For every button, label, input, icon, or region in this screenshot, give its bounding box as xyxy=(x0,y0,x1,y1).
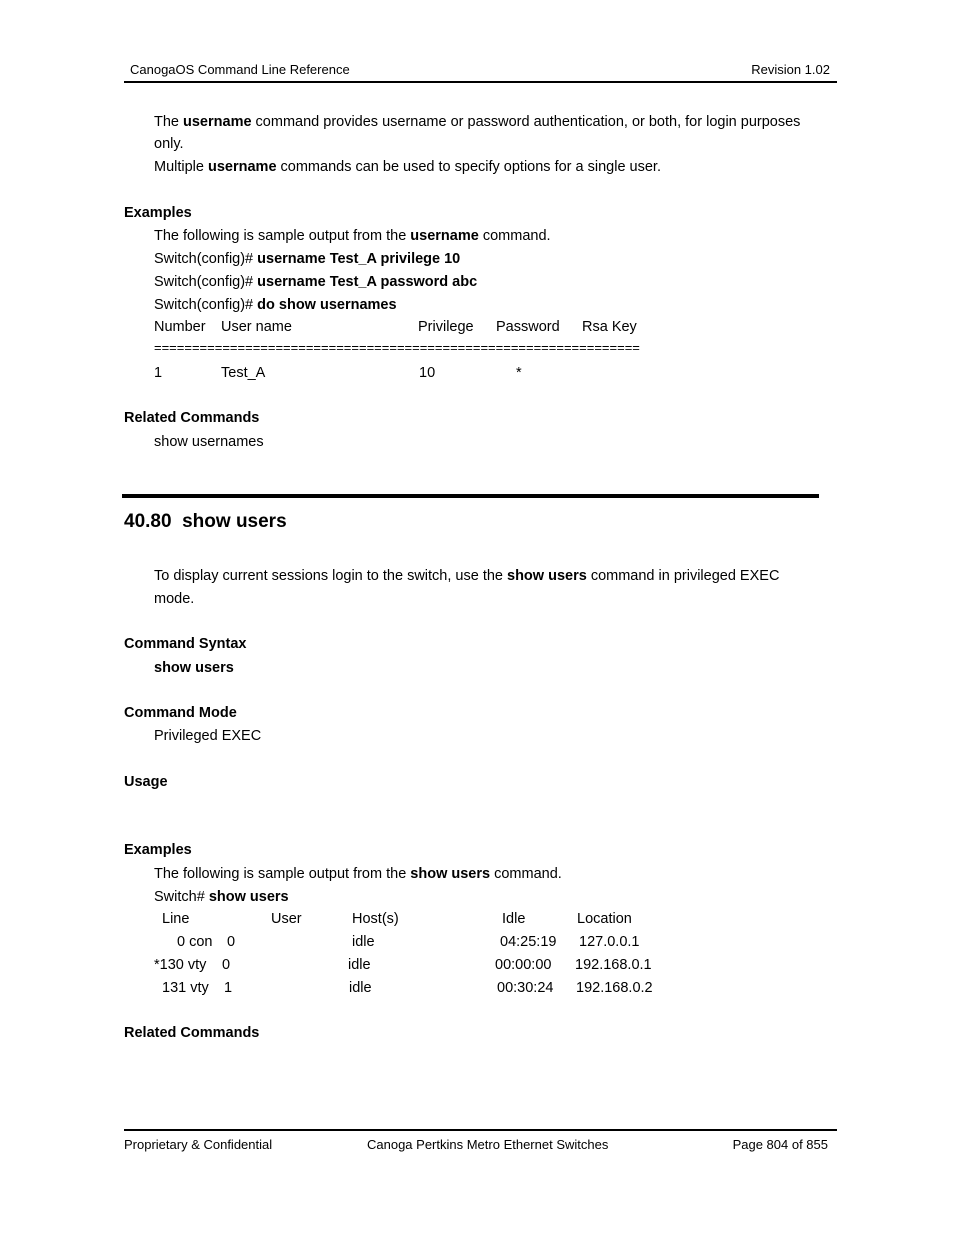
table-header-privilege: Privilege xyxy=(418,319,474,335)
users-cell: idle xyxy=(348,957,371,973)
example-command: Switch# show users xyxy=(154,889,289,905)
table-cell: Test_A xyxy=(221,365,266,381)
users-cell: idle xyxy=(349,980,372,996)
header-revision: Revision 1.02 xyxy=(751,62,830,77)
command-syntax-heading: Command Syntax xyxy=(124,636,247,652)
table-cell: * xyxy=(516,365,522,381)
section-title: 40.80 show users xyxy=(124,511,287,532)
header-rule xyxy=(124,81,837,83)
users-cell: 00:00:00 xyxy=(495,957,552,973)
users-cell: 192.168.0.1 xyxy=(575,957,652,973)
users-header-hosts: Host(s) xyxy=(352,911,399,927)
section-rule xyxy=(122,494,819,498)
section-desc: To display current sessions login to the switch, use the show users command in privileged EXEC xyxy=(154,568,780,584)
table-header-password: Password xyxy=(496,319,560,335)
footer-rule xyxy=(124,1129,837,1131)
table-cell: 10 xyxy=(419,365,436,381)
table-separator: ================================================================ xyxy=(154,340,640,355)
related-command-item: show usernames xyxy=(154,434,264,450)
users-cell: 192.168.0.2 xyxy=(576,980,653,996)
users-cell: 0 con xyxy=(177,934,213,950)
users-cell: 1 xyxy=(224,980,233,996)
users-cell: 131 vty xyxy=(162,980,209,996)
usage-heading: Usage xyxy=(124,774,168,790)
command-syntax-value: show users xyxy=(154,660,234,676)
users-cell: *130 vty xyxy=(154,957,207,973)
example-command: Switch(config)# username Test_A privilege 10 xyxy=(154,251,461,267)
intro-line-1: The username command provides username or password authentication, or both, for login purposes xyxy=(154,114,801,130)
users-cell: 0 xyxy=(222,957,231,973)
related-commands-heading-1: Related Commands xyxy=(124,410,260,426)
example-command: Switch(config)# do show usernames xyxy=(154,297,397,313)
header-doc-title: CanogaOS Command Line Reference xyxy=(130,62,350,77)
users-cell: 127.0.0.1 xyxy=(579,934,640,950)
users-cell: idle xyxy=(352,934,375,950)
examples-desc-2: The following is sample output from the show users command. xyxy=(154,866,562,882)
footer-confidential: Proprietary & Confidential xyxy=(124,1137,273,1152)
table-header-user-name: User name xyxy=(221,319,292,335)
users-header-idle: Idle xyxy=(502,911,526,927)
users-cell: 0 xyxy=(227,934,236,950)
related-commands-heading-2: Related Commands xyxy=(124,1025,260,1041)
examples-desc-1: The following is sample output from the username command. xyxy=(154,228,551,244)
users-header-user: User xyxy=(271,911,302,927)
footer-page-number: Page 804 of 855 xyxy=(732,1137,828,1152)
intro-line-1-cont: only. xyxy=(154,136,184,152)
table-header-rsa-key: Rsa Key xyxy=(582,319,637,335)
footer-product: Canoga Pertkins Metro Ethernet Switches xyxy=(367,1137,609,1152)
users-cell: 04:25:19 xyxy=(500,934,557,950)
users-header-line: Line xyxy=(162,911,190,927)
table-header-number: Number xyxy=(154,319,206,335)
intro-line-2: Multiple username commands can be used to specify options for a single user. xyxy=(154,159,661,175)
examples-heading-1: Examples xyxy=(124,205,192,221)
section-desc-cont: mode. xyxy=(154,591,195,607)
table-cell: 1 xyxy=(154,365,163,381)
examples-heading-2: Examples xyxy=(124,842,192,858)
example-command: Switch(config)# username Test_A password abc xyxy=(154,274,478,290)
command-mode-value: Privileged EXEC xyxy=(154,728,262,744)
users-cell: 00:30:24 xyxy=(497,980,554,996)
users-header-location: Location xyxy=(577,911,632,927)
command-mode-heading: Command Mode xyxy=(124,705,237,721)
